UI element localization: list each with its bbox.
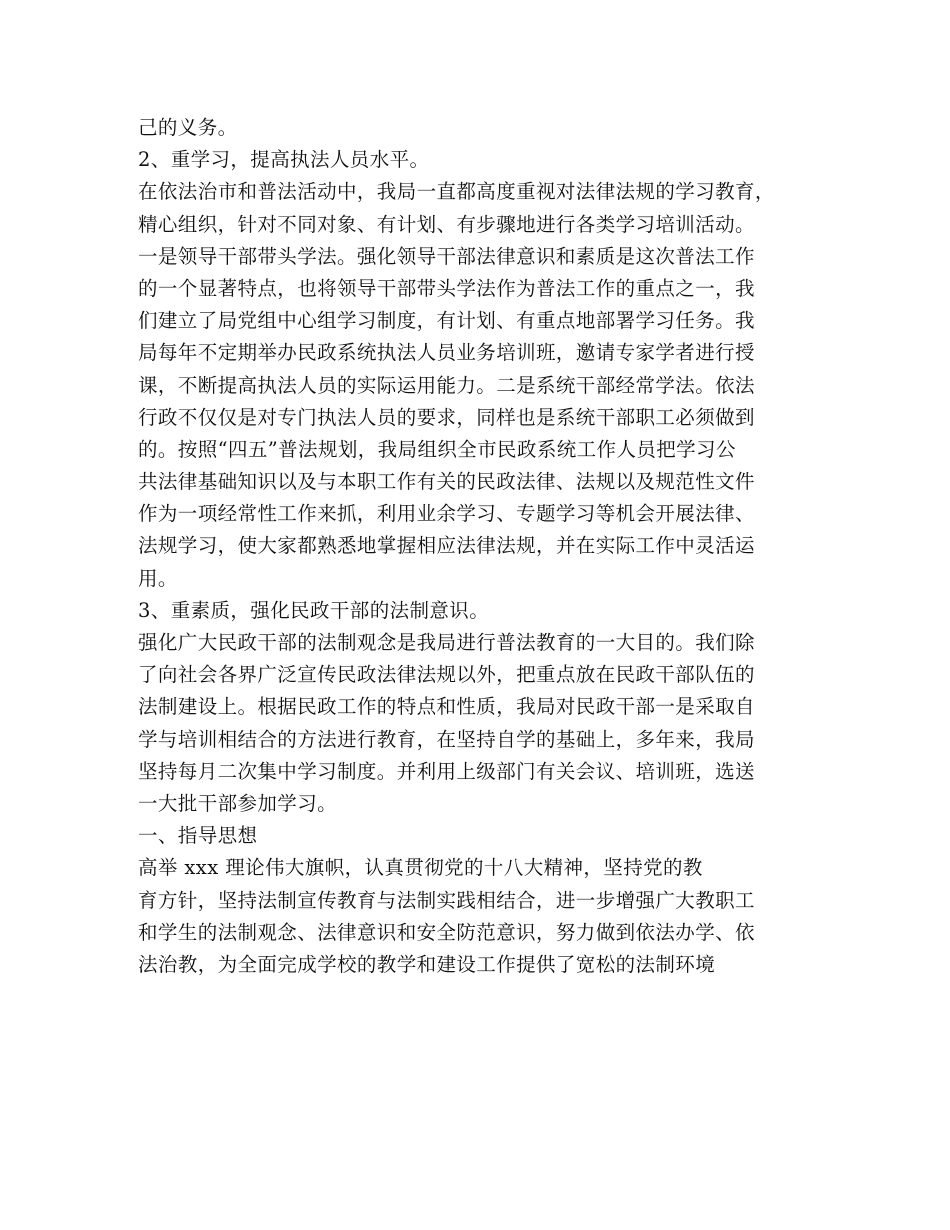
text-line: 学与培训相结合的方法进行教育，在坚持自学的基础上，多年来，我局 — [138, 727, 755, 751]
text-line: 一大批干部参加学习。 — [138, 791, 338, 815]
section-heading: 2、重学习，提高执法人员水平。 — [138, 148, 430, 172]
text-line: 强化广大民政干部的法制观念是我局进行普法教育的一大目的。我们除 — [138, 631, 755, 654]
text-line: 精心组织，针对不同对象、有计划、有步骤地进行各类学习培训活动。 — [138, 212, 755, 236]
text-line: 作为一项经常性工作来抓，利用业余学习、专题学习等机会开展法律、 — [138, 502, 755, 526]
text-line: 了向社会各界广泛宣传民政法律法规以外，把重点放在民政干部队伍的 — [138, 663, 755, 687]
text-line: 和学生的法制观念、法律意识和安全防范意识，努力做到依法办学、依 — [138, 920, 755, 944]
document-body — [138, 112, 838, 981]
text-line: 在依法治市和普法活动中，我局一直都高度重视对法律法规的学习教育， — [138, 180, 775, 204]
text-line: 己的义务。 — [138, 116, 238, 139]
text-line: 的。按照“四五”普法规划，我局组织全市民政系统工作人员把学习公 — [138, 437, 736, 461]
text-line: 共法律基础知识以及与本职工作有关的民政法律、法规以及规范性文件 — [138, 470, 755, 494]
text-line: 法规学习，使大家都熟悉地掌握相应法律法规，并在实际工作中灵活运 — [138, 534, 755, 558]
text-line: 课，不断提高执法人员的实际运用能力。二是系统干部经常学法。依法 — [138, 373, 755, 397]
text-line: 局每年不定期举办民政系统执法人员业务培训班，邀请专家学者进行授 — [138, 341, 755, 365]
text-line: 育方针，坚持法制宣传教育与法制实践相结合，进一步增强广大教职工 — [138, 888, 755, 912]
text-line: 高举 xxx 理论伟大旗帜，认真贯彻党的十八大精神，坚持党的教 — [138, 856, 703, 880]
text-line: 法治教，为全面完成学校的教学和建设工作提供了宽松的法制环境 — [138, 952, 716, 976]
text-line: 的一个显著特点，也将领导干部带头学法作为普法工作的重点之一，我 — [138, 276, 755, 300]
text-line: 一是领导干部带头学法。强化领导干部法律意识和素质是这次普法工作 — [138, 244, 755, 268]
section-heading: 一、指导思想 — [138, 824, 258, 848]
text-line: 坚持每月二次集中学习制度。并利用上级部门有关会议、培训班，选送 — [138, 759, 755, 783]
text-line: 法制建设上。根据民政工作的特点和性质，我局对民政干部一是采取自 — [138, 695, 755, 719]
section-heading: 3、重素质，强化民政干部的法制意识。 — [138, 598, 490, 622]
text-line: 们建立了局党组中心组学习制度，有计划、有重点地部署学习任务。我 — [138, 309, 755, 333]
text-line: 用。 — [138, 566, 178, 590]
text-line: 行政不仅仅是对专门执法人员的要求，同样也是系统干部职工必须做到 — [138, 405, 755, 429]
